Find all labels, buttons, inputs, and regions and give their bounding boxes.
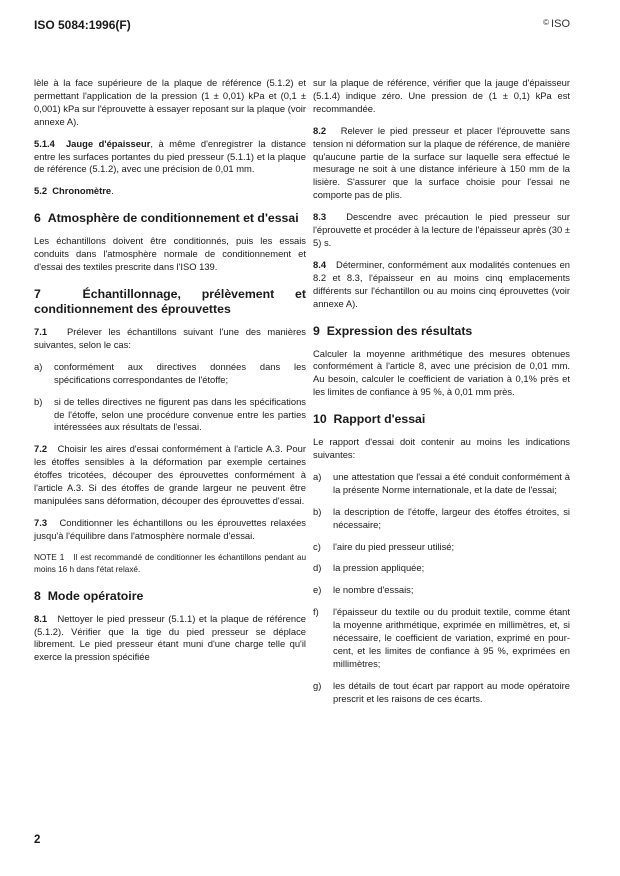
clause-number: 7.3 <box>34 516 48 528</box>
item-text: la description de l'étoffe, largeur des étoffes étroites, si nécessaire; <box>333 505 570 530</box>
clause-5-1-4 <box>34 138 306 177</box>
heading-9 <box>313 324 570 339</box>
clause-text: Descendre avec précaution le pied presseur sur l'éprouvette et procéder à la lecture de l'épaisseur après (30 ± 5) s. <box>313 211 570 248</box>
heading-title: Échantillonnage, prélèvement et conditionnement des éprouvettes <box>34 286 306 316</box>
clause-8-4 <box>313 259 570 311</box>
heading-number: 9 <box>313 323 320 338</box>
heading-number: 6 <box>34 211 41 226</box>
list-item <box>313 471 570 497</box>
item-text: l'épaisseur du textile ou du produit textile, comme étant la moyenne arithmétique, exprimée en millimètres, et, si nécessaire, le coefficient de variation, exprimé en pour-cent, et les limites de confiance à 95 %, exprimées en millimètres; <box>333 606 570 669</box>
note-text: Il est recommandé de conditionner les échantillons pendant au moins 16 h dans l'état relaxé. <box>34 552 306 574</box>
clause-5-2 <box>34 185 306 198</box>
item-label: b) <box>313 505 322 517</box>
note-1 <box>34 552 306 576</box>
left-column <box>34 77 306 664</box>
clause-number: 7.1 <box>34 325 48 337</box>
list-item <box>313 506 570 532</box>
item-label: a) <box>34 360 43 372</box>
item-text: les détails de tout écart par rapport au mode opératoire prescrit et les raisons de ces écarts. <box>333 679 570 704</box>
org-name: ISO <box>551 18 570 30</box>
list-item <box>313 541 570 554</box>
clause-text: , à même d'enregistrer la distance entre les surfaces portantes du pied presseur (5.1.1) et la plaque de référence (5.1.2), avec une précision de 0,01 mm. <box>34 137 307 175</box>
clause-number: 8.4 <box>313 258 327 270</box>
clause-text: Nettoyer le pied presseur (5.1.1) et la plaque de référence (5.1.2). Vérifier que la tige du pied presseur se déplace librement. Le pied presseur étant muni d'une charge telle qu'il exerce la pression spécifiée <box>34 612 306 663</box>
clause-text: Prélever les échantillons suivant l'une des manières suivantes, selon le cas: <box>34 325 306 350</box>
clause-text: Relever le pied presseur et placer l'éprouvette sans tension ni déformation sur la plaque de référence, de manière qu'aucune partie de la surface sur laquelle sera effectué le mesurage ne soit à une distance inférieure à 150 mm de la lisière. S'assurer que la surface choisie pour l'essai ne comporte pas de plis. <box>313 124 570 201</box>
clause-text: Déterminer, conformément aux modalités contenues en 8.2 et 8.3, l'épaisseur en au moins cinq emplacements différents sur l'échantillon ou au moins cinq éprouvettes (voir annexe A). <box>313 258 570 309</box>
copyright-symbol: © <box>543 18 550 27</box>
item-label: c) <box>313 540 321 552</box>
clause-number: 7.2 <box>34 443 48 455</box>
clause-text: Choisir les aires d'essai conformément à l'article A.3. Pour les étoffes sensibles à la déformation par exemple certaines étoffes tricotées, découper des éprouvettes conformément à l'article A.3. Si des étoffes de grande largeur ne peuvent être manipulées sans déformation, découper des éprouvettes d'essai. <box>34 443 306 506</box>
clause-8-1 <box>34 613 306 665</box>
page-number: 2 <box>34 834 41 846</box>
clause-end: . <box>111 185 114 197</box>
heading-number: 8 <box>34 588 41 603</box>
clause-7-2 <box>34 443 306 508</box>
clause-number: 5.2 <box>34 185 48 197</box>
clause-8-2 <box>313 125 570 202</box>
paragraph-continued: lèle à la face supérieure de la plaque de référence (5.1.2) et permettant l'application de la pression (1 ± 0,01) kPa et (0,1 ± 0,001) kPa sur l'éprouvette à essayer reposant sur la plaque (voir annexe A). <box>34 77 306 127</box>
clause-text: Conditionner les échantillons ou les éprouvettes relaxées jusqu'à l'équilibre dans l'atmosphère normale d'essai. <box>34 516 306 541</box>
list-item <box>313 562 570 575</box>
heading-title: Atmosphère de conditionnement et d'essai <box>47 211 299 226</box>
heading-8 <box>34 589 306 604</box>
heading-10 <box>313 412 570 427</box>
clause-8-3 <box>313 211 570 250</box>
item-label: e) <box>313 584 322 596</box>
paragraph-continued: sur la plaque de référence, vérifier que la jauge d'épaisseur (5.1.4) indique zéro. Une pression de (1 ± 0,1) kPa est recommandée. <box>313 77 570 114</box>
heading-7 <box>34 287 306 317</box>
list-item <box>34 396 306 435</box>
clause-number: 8.1 <box>34 612 48 624</box>
item-text: une attestation que l'essai a été conduit conformément à la présente Norme internationale, et la date de l'essai; <box>333 470 570 495</box>
right-column <box>313 77 570 706</box>
list-item <box>313 584 570 597</box>
clause-number: 5.1.4 <box>34 137 55 149</box>
item-text: l'aire du pied presseur utilisé; <box>333 540 455 552</box>
clause-number: 8.2 <box>313 124 327 136</box>
heading-number: 10 <box>313 412 327 427</box>
clause-7-3 <box>34 517 306 543</box>
paragraph-6: Les échantillons doivent être conditionnés, puis les essais conduits dans l'atmosphère normale de conditionnement et d'essai des textiles prescrite dans l'ISO 139. <box>34 235 306 273</box>
clause-title: Jauge d'épaisseur <box>65 137 151 149</box>
standard-id: ISO 5084:1996(F) <box>34 18 131 32</box>
item-label: a) <box>313 470 322 482</box>
item-text: si de telles directives ne figurent pas dans les spécifications de l'étoffe, selon une procédure convenue entre les parties intéressées aux résultats de l'essai. <box>54 395 306 433</box>
paragraph-10: Le rapport d'essai doit contenir au moins les indications suivantes: <box>313 436 570 461</box>
paragraph-9: Calculer la moyenne arithmétique des mesures obtenues conformément à l'article 8, avec une précision de 0,01 mm. Au besoin, calculer le coefficient de variation à 0,1% près et les limites de confiance à 95 %, à 0,01 mm près. <box>313 347 570 398</box>
item-text: la pression appliquée; <box>333 562 425 574</box>
list-item <box>34 361 306 387</box>
item-label: g) <box>313 679 322 691</box>
item-label: d) <box>313 562 322 574</box>
item-label: f) <box>313 606 319 618</box>
heading-title: Rapport d'essai <box>333 412 426 427</box>
clause-7-1 <box>34 326 306 352</box>
item-text: le nombre d'essais; <box>333 584 414 596</box>
clause-title: Chronomètre <box>52 185 112 197</box>
clause-number: 8.3 <box>313 211 327 223</box>
list-item <box>313 606 570 671</box>
heading-title: Expression des résultats <box>326 323 473 338</box>
page-header <box>34 14 570 36</box>
item-text: conformément aux directives données dans les spécifications correspondantes de l'étoffe; <box>54 360 306 385</box>
list-item <box>313 680 570 706</box>
note-label: NOTE 1 <box>34 552 65 562</box>
heading-number: 7 <box>34 286 41 301</box>
heading-6 <box>34 211 306 226</box>
item-label: b) <box>34 395 43 407</box>
iso-mark <box>543 18 570 30</box>
heading-title: Mode opératoire <box>47 588 144 603</box>
